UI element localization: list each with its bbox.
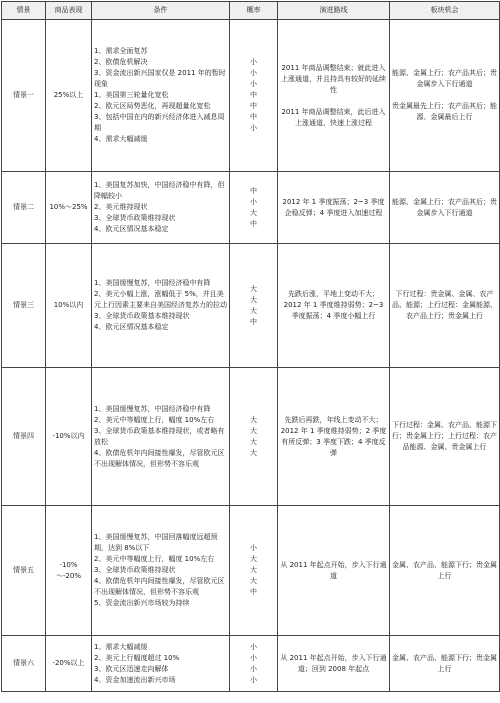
performance-cell: 25%以上 [46,20,92,172]
path-cell: 先跌后再跌，年线上变动不大； 2012 年 1 季度维持弱势；2 季度有所反弹；3 季度下跌；4 季度反弹 [278,368,390,506]
probability-item: 大 [250,284,257,293]
probability-item: 大 [250,426,257,435]
probability-item: 大 [250,306,257,315]
path-cell: 从 2011 年起点开始，步入下行通道 [278,506,390,636]
scenario-cell: 情景五 [2,506,46,636]
probability-cell [230,636,278,692]
condition-item: 1、美国缓慢复苏，中国回落幅度远超预期，达到 8%以下 [94,533,218,552]
scenario-cell: 情景六 [2,636,46,692]
conditions-cell [92,244,230,368]
path-cell: 2012 年 1 季度振荡；2~3 季度企稳反弹；4 季度进入加速过程 [278,172,390,244]
scenario-cell: 情景三 [2,244,46,368]
probability-item: 中 [250,317,257,326]
probability-cell [230,20,278,172]
conditions-cell [92,506,230,636]
probability-item: 大 [250,208,257,217]
probability-item: 中 [250,186,257,195]
header-sector: 板块机会 [390,2,500,20]
probability-item: 小 [250,675,257,684]
condition-item: 4、需求大幅减缓 [94,135,148,143]
probability-item: 中 [250,102,257,110]
condition-item: 3、全球货币政策基本维持现状，或者略有放松 [94,426,225,446]
performance-cell: 10%以内 [46,244,92,368]
probability-item: 小 [250,544,257,552]
probability-item: 大 [250,566,257,574]
probability-cell [230,244,278,368]
condition-item: 2、美元中等幅度上行，幅度 10%左右 [94,555,215,563]
probability-item: 大 [250,437,257,446]
table-row [2,636,500,692]
condition-item: 4、欧元区情况基本稳定 [94,225,169,233]
probability-item: 中 [250,588,257,596]
probability-item: 大 [250,448,257,457]
probability-item: 小 [250,664,257,673]
table-row [2,172,500,244]
probability-cell [230,368,278,506]
condition-item: 3、包括中国在内的新兴经济体进入减息周期 [94,113,225,132]
probability-item: 大 [250,555,257,563]
table-row [2,506,500,636]
table-row [2,244,500,368]
condition-item: 2、欧债危机解决 [94,58,148,66]
header-row [2,2,500,20]
probability-cell [230,172,278,244]
conditions-cell [92,368,230,506]
probability-item: 小 [250,80,257,88]
probability-item: 大 [250,577,257,585]
performance-cell: -20%以上 [46,636,92,692]
condition-item: 4、欧债危机年内间接性爆发，尽管欧元区不出现解体情况，但形势不容乐观 [94,448,225,468]
table-row [2,20,500,172]
probability-item: 小 [250,124,257,132]
table-row [2,368,500,506]
path-cell: 从 2011 年起点开始，步入下行通道；回到 2008 年起点 [278,636,390,692]
probability-item: 中 [250,113,257,121]
probability-item: 大 [250,415,257,424]
conditions-cell [92,20,230,172]
condition-item: 3、全球货币政策基本维持现状 [94,312,190,320]
header-performance: 商品表现 [46,2,92,20]
probability-item: 小 [250,69,257,77]
condition-item: 3、全球货币政策维持现状 [94,566,176,574]
conditions-cell [92,636,230,692]
condition-item: 3、欧元区迅速走向解体 [94,664,169,673]
condition-item: 2、美元维持现状 [94,203,148,211]
probability-item: 中 [250,91,257,99]
condition-item: 4、资金加速流出新兴市场 [94,675,176,684]
condition-item: 1、需求全面复苏 [94,47,148,55]
condition-item: 1、美国缓慢复苏，中国经济稳中有降 [94,404,211,413]
condition-item: 1、需求大幅减缓 [94,642,148,651]
scenario-cell: 情景四 [2,368,46,506]
probability-item: 小 [250,58,257,66]
condition-item: 1、美国缓慢复苏，中国经济稳中有降 [94,279,211,287]
sector-cell: 能源、金属上行；农产品其后；贵金属步入下行通道 [390,172,500,244]
header-probability: 概率 [230,2,278,20]
probability-item: 大 [250,295,257,304]
condition-item: 1、美国第三轮量化宽松 [94,91,169,99]
scenario-table [1,1,500,692]
probability-item: 中 [250,219,257,228]
probability-item: 小 [250,642,257,651]
header-conditions: 条件 [92,2,230,20]
condition-item: 1、美国复苏加快，中国经济稳中有降，但降幅较小 [94,181,225,200]
performance-cell: 10%～25% [46,172,92,244]
header-scenario: 情景 [2,2,46,20]
path-cell: 先跌后涨，平地上变动不大； 2012 年 1 季度维持弱势；2~3 季度振荡；4 季度小幅上行 [278,244,390,368]
scenario-cell: 情景一 [2,20,46,172]
path-cell: 2011 年商品调整结束；就此进入上涨通道，并且持具有较好的延续性 2011 年商品调整结束，此后进入上涨通道，快速上涨过程 [278,20,390,172]
header-path: 演进路线 [278,2,390,20]
condition-item: 2、美元小幅上涨，涨幅低于 5%，并且美元上行因素主要来自美国经济复苏力的拉动 [94,290,227,309]
scenario-cell: 情景二 [2,172,46,244]
condition-item: 2、美元中等幅度上行，幅度 10%左右 [94,415,215,424]
probability-item: 小 [250,653,257,662]
table-body [2,20,500,692]
performance-cell: -10%以内 [46,368,92,506]
condition-item: 4、欧元区情况基本稳定 [94,323,169,331]
probability-cell [230,506,278,636]
condition-item: 2、欧元区局势恶化，再现超量化宽松 [94,102,211,110]
condition-item: 3、资金流出新兴国家仅是 2011 年的暂时现象 [94,69,226,88]
sector-cell: 金属、农产品、能源下行；贵金属上行 [390,506,500,636]
sector-cell: 金属、农产品、能源下行；贵金属上行 [390,636,500,692]
sector-cell: 下行过程：金属、农产品、能源下行；贵金属上行；上行过程：农产品能源、金属、贵金属上行 [390,368,500,506]
conditions-cell [92,172,230,244]
probability-item: 小 [250,197,257,206]
condition-item: 5、资金流出新兴市场较为持续 [94,599,190,607]
performance-cell: -10%～-20% [46,506,92,636]
condition-item: 4、欧债危机年内间接性爆发，尽管欧元区不出现解体情况，但形势不容乐观 [94,577,225,596]
sector-cell: 下行过程：贵金属、金属、农产品、能源；上行过程：金属能源、农产品上行；贵金属上行 [390,244,500,368]
condition-item: 3、全球货币政策维持现状 [94,214,176,222]
condition-item: 2、美元上行幅度超过 10% [94,653,180,662]
sector-cell: 能源、金属上行；农产品其后；贵金属步入下行通道 贵金属最先上行；农产品其后；能源、金属最后上行 [390,20,500,172]
